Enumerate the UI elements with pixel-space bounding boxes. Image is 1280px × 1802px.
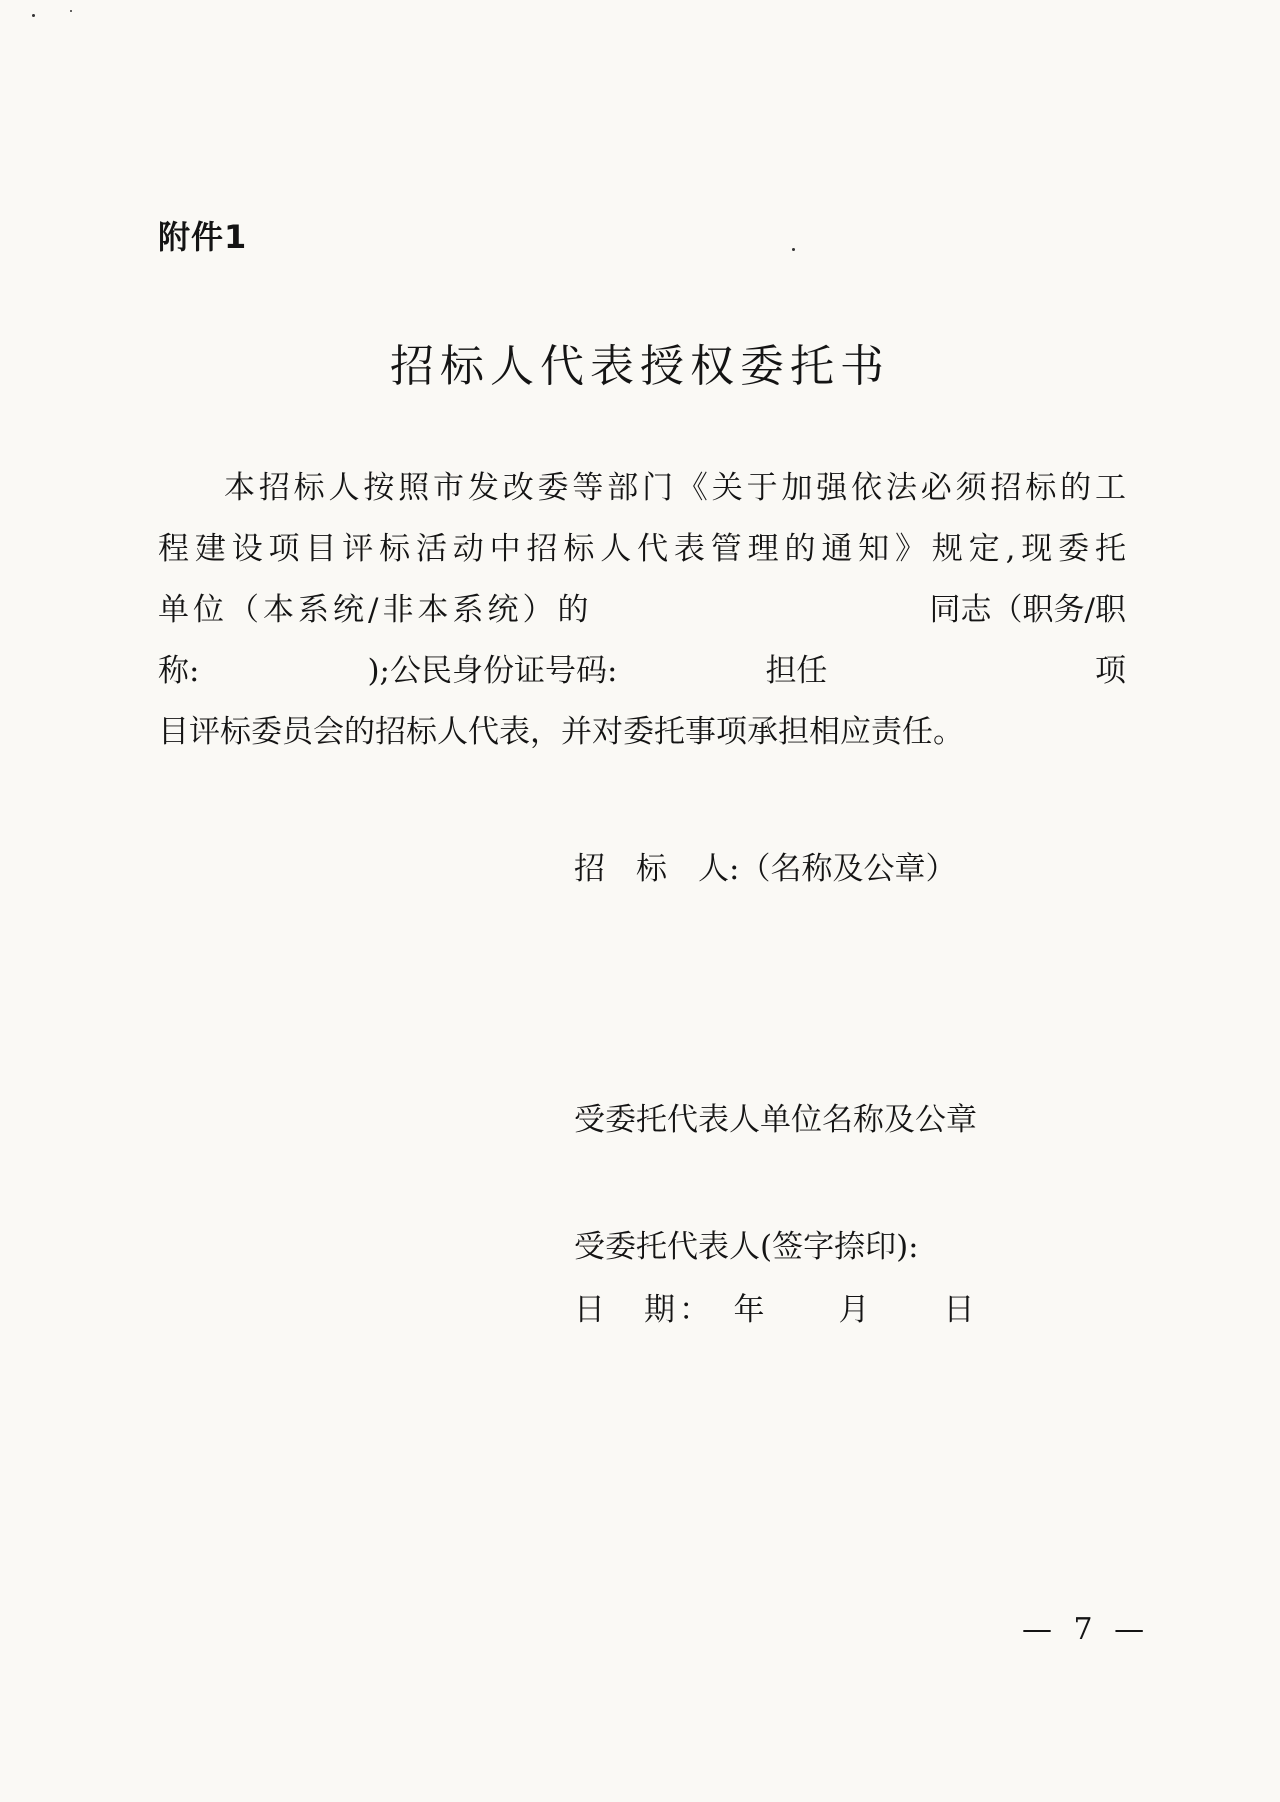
paragraph-line (158, 580, 1126, 641)
serve-as-label: 担任 (765, 653, 828, 689)
paragraph-line (158, 458, 1126, 519)
paragraph-line (158, 702, 1126, 763)
blank-space (617, 641, 765, 702)
body-paragraph (158, 458, 1126, 763)
paragraph-line-text: 本招标人按照市发改委等部门《关于加强依法必须招标的工 (224, 470, 1126, 506)
blank-space (827, 641, 1095, 702)
paragraph-line-row (158, 641, 1126, 702)
id-number-label: );公民身份证号码: (367, 653, 618, 689)
project-label: 项 (1095, 653, 1126, 689)
document-title: 招标人代表授权委托书 (390, 341, 890, 392)
date-line: 日 期： 年 月 日 (574, 1292, 979, 1328)
attachment-label: 附件1 (158, 218, 248, 256)
page-number: — 7 — (1022, 1612, 1151, 1647)
delegate-signature: 受委托代表人(签字捺印): (574, 1229, 919, 1265)
scan-speck (70, 10, 72, 12)
title-label: 称: (158, 653, 200, 689)
paragraph-line-text: 目评标委员会的招标人代表，并对委托事项承担相应责任。 (158, 714, 964, 750)
scan-speck (32, 14, 35, 17)
paragraph-line-text: 程建设项目评标活动中招标人代表管理的通知》规定,现委托 (158, 531, 1126, 567)
delegate-unit-seal: 受委托代表人单位名称及公章 (574, 1102, 977, 1138)
paragraph-line (158, 641, 1126, 702)
tenderer-signature: 招 标 人:（名称及公章） (574, 851, 957, 887)
blank-space (199, 641, 367, 702)
comrade-position-text: 同志（职务/职 (929, 592, 1126, 628)
scan-speck (792, 248, 795, 251)
paragraph-line (158, 519, 1126, 580)
unit-type-text: 单位（本系统/非本系统）的 (158, 592, 593, 628)
